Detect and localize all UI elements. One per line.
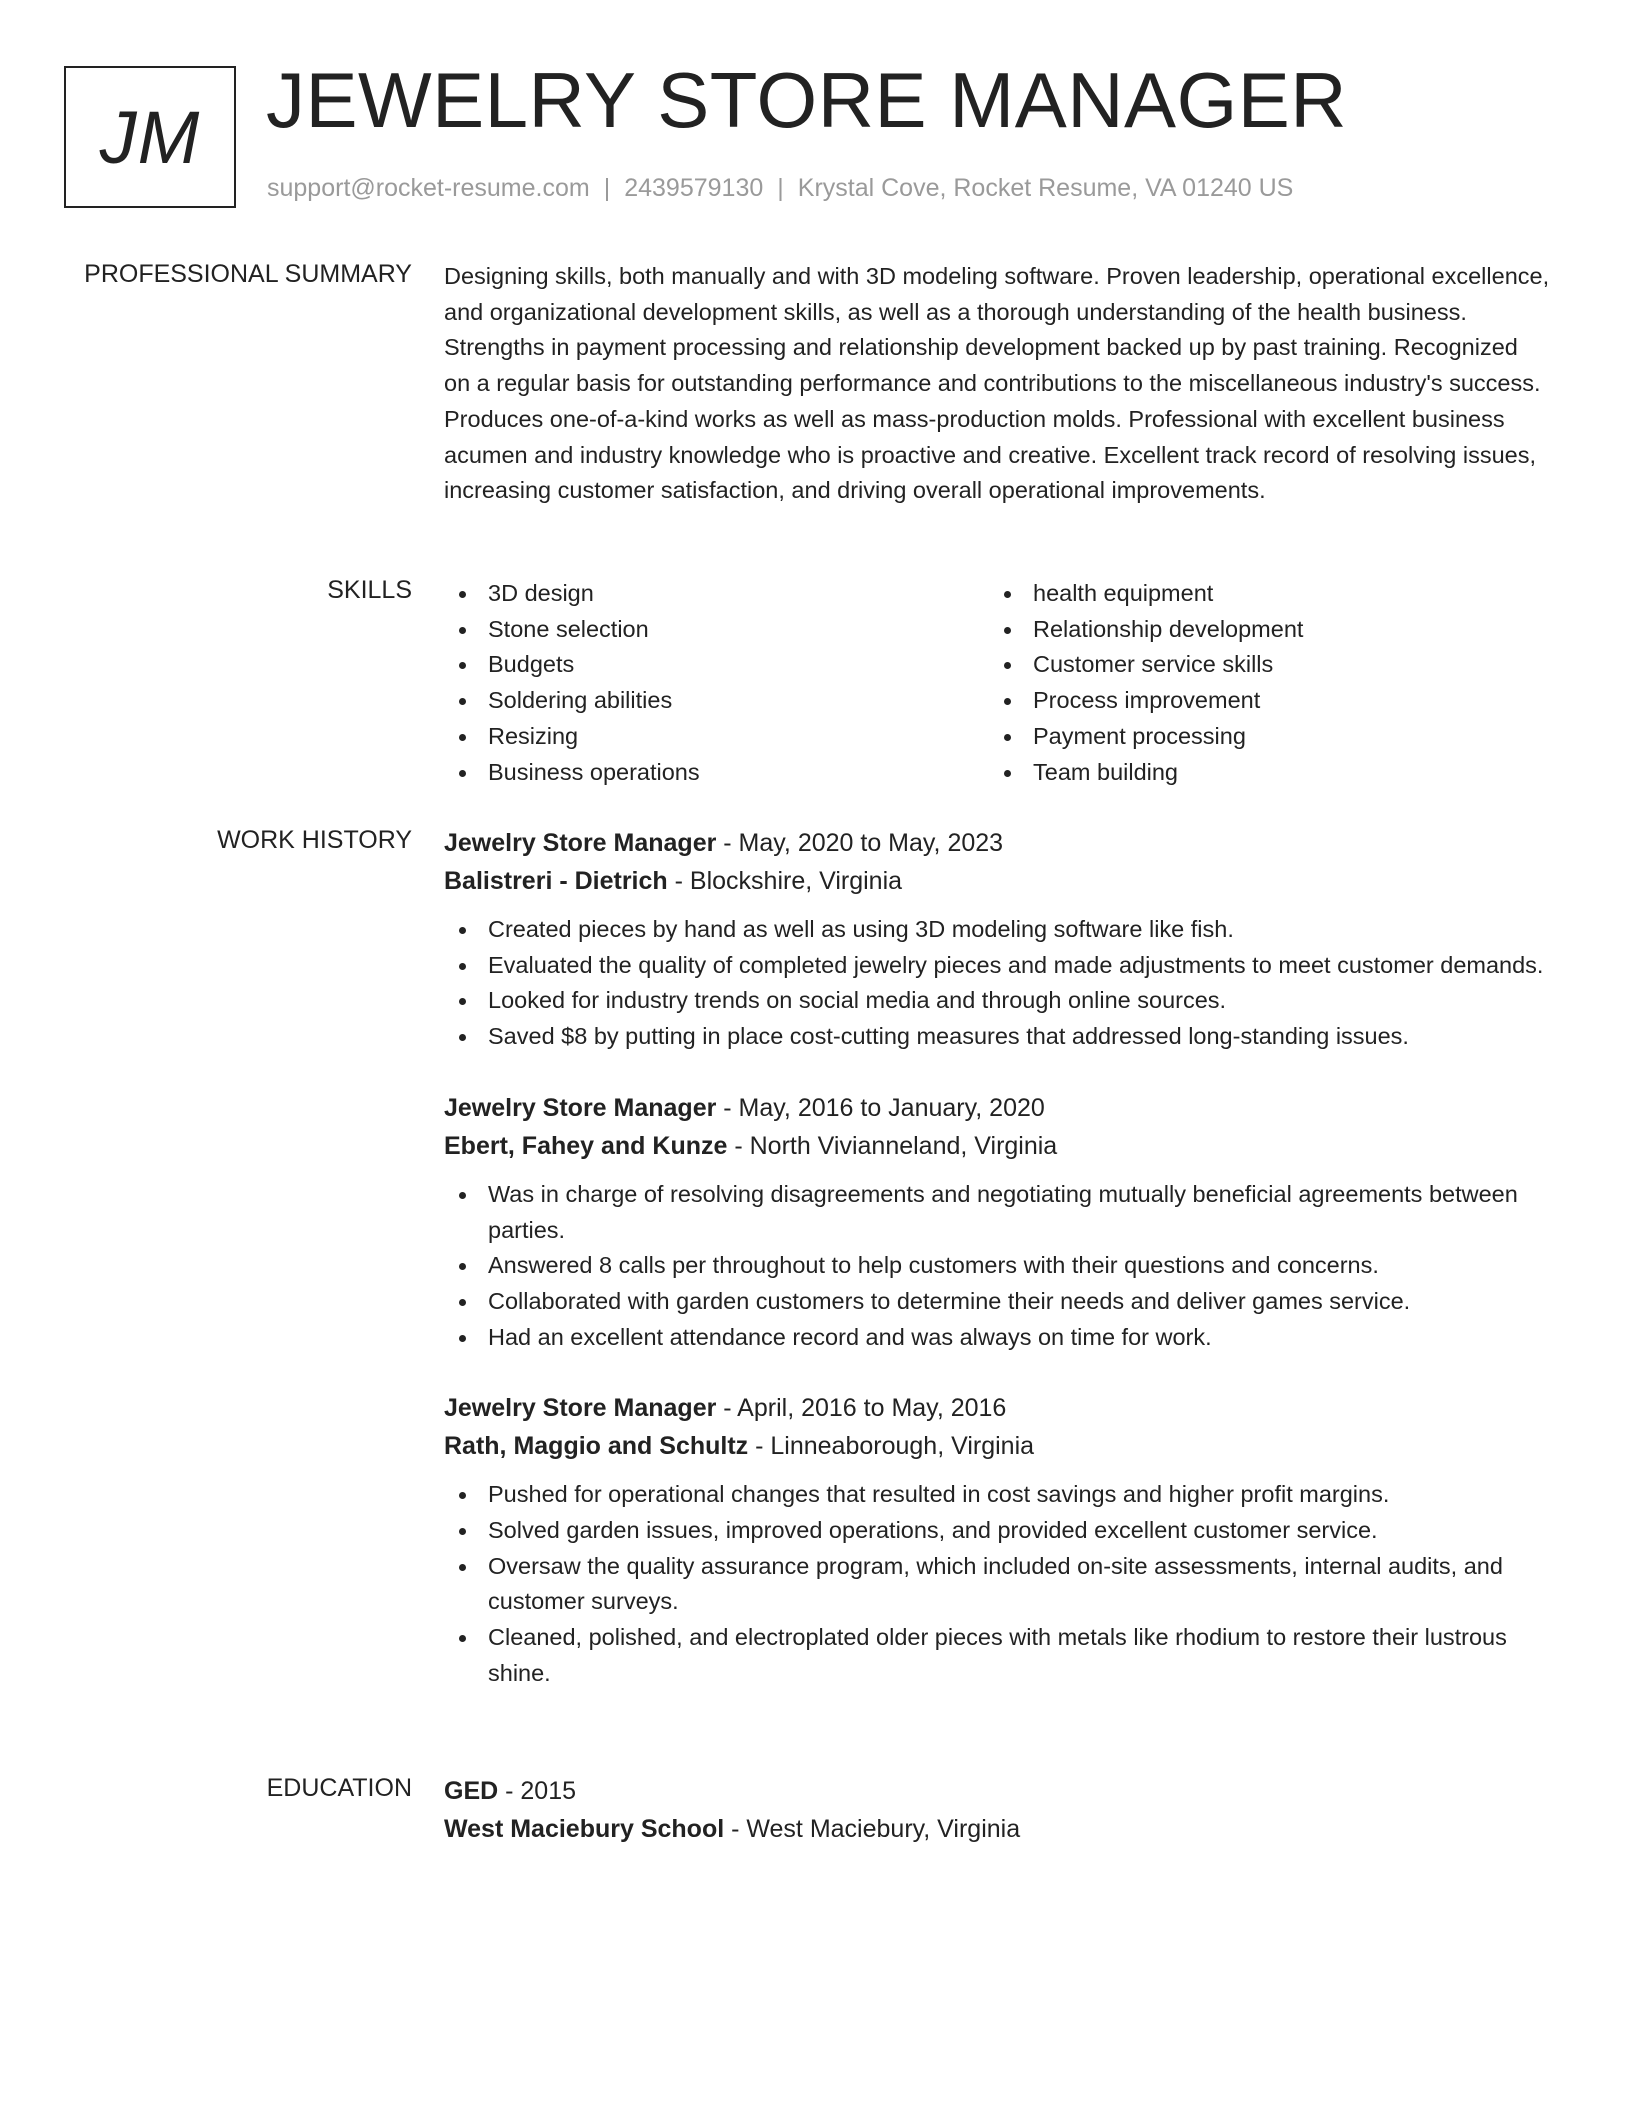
job-company: Ebert, Fahey and Kunze — [444, 1131, 728, 1160]
skill-item: Team building — [989, 755, 1534, 791]
summary-heading: PROFESSIONAL SUMMARY — [84, 260, 412, 288]
job-dates: - May, 2016 to January, 2020 — [716, 1093, 1045, 1122]
job-company-line — [444, 1127, 1550, 1165]
job-bullet: Pushed for operational changes that resulted in cost savings and higher profit margins. — [444, 1477, 1550, 1513]
job-company-line — [444, 1427, 1550, 1465]
job-title-line — [444, 1389, 1550, 1427]
skill-item: Budgets — [444, 647, 989, 683]
job-title-line — [444, 824, 1550, 862]
education-degree-line — [444, 1772, 1550, 1810]
skill-item: Stone selection — [444, 612, 989, 648]
education-school: West Maciebury School — [444, 1815, 725, 1843]
job-bullets — [444, 912, 1550, 1055]
contact-phone: 2439579130 — [624, 174, 764, 202]
education-heading: EDUCATION — [266, 1774, 412, 1802]
job-bullet: Saved $8 by putting in place cost-cutting measures that addressed long-standing issues. — [444, 1019, 1550, 1055]
skill-item: Payment processing — [989, 719, 1534, 755]
job-bullet: Looked for industry trends on social media and through online sources. — [444, 983, 1550, 1019]
job-bullet: Cleaned, polished, and electroplated older pieces with metals like rhodium to restore their lustrous shine. — [444, 1620, 1550, 1691]
job-entry — [444, 1389, 1550, 1691]
job-dates: - April, 2016 to May, 2016 — [716, 1394, 1007, 1423]
job-title: Jewelry Store Manager — [444, 1093, 717, 1122]
skill-item: Business operations — [444, 755, 989, 791]
job-bullet: Created pieces by hand as well as using 3D modeling software like fish. — [444, 912, 1550, 948]
summary-text: Designing skills, both manually and with 3D modeling software. Proven leadership, operational excellence, and organizational development skills, as well as a thorough understanding of the health business. Strengths in payment processing and relationship development backed up by past training. Recognized on a regular basis for outstanding performance and contributions to the miscellaneous industry's success. Produces one-of-a-kind works as well as mass-production molds. Professional with excellent business acumen and industry knowledge who is proactive and creative. Excellent track record of resolving issues, increasing customer satisfaction, and driving overall operational improvements. — [444, 263, 1550, 504]
education-school-line — [444, 1810, 1550, 1848]
job-bullets — [444, 1177, 1550, 1356]
contact-separator: | — [603, 174, 611, 202]
contact-line — [267, 174, 1293, 203]
work-heading: WORK HISTORY — [217, 826, 412, 854]
job-entry — [444, 1089, 1550, 1356]
skills-column-1 — [444, 576, 989, 790]
skill-item: health equipment — [989, 576, 1534, 612]
job-bullet: Was in charge of resolving disagreements and negotiating mutually beneficial agreements between parties. — [444, 1177, 1550, 1248]
job-bullet: Evaluated the quality of completed jewelry pieces and made adjustments to meet customer demands. — [444, 948, 1550, 984]
skills-column-2 — [989, 576, 1534, 790]
skills-heading: SKILLS — [327, 576, 412, 604]
monogram-box — [64, 66, 236, 208]
contact-email: support@rocket-resume.com — [267, 174, 590, 202]
education-year: - 2015 — [498, 1777, 577, 1805]
skill-item: Customer service skills — [989, 647, 1534, 683]
job-bullet: Collaborated with garden customers to determine their needs and deliver games service. — [444, 1284, 1550, 1320]
job-location: - Linneaborough, Virginia — [748, 1432, 1035, 1461]
education-location: - West Maciebury, Virginia — [724, 1815, 1021, 1843]
job-location: - North Vivianneland, Virginia — [727, 1131, 1058, 1160]
job-bullets — [444, 1477, 1550, 1691]
monogram-initials: JM — [99, 95, 201, 179]
job-company: Rath, Maggio and Schultz — [444, 1432, 749, 1461]
skill-item: Resizing — [444, 719, 989, 755]
job-bullet: Had an excellent attendance record and was always on time for work. — [444, 1320, 1550, 1356]
skill-item: 3D design — [444, 576, 989, 612]
skill-item: Soldering abilities — [444, 683, 989, 719]
job-bullet: Answered 8 calls per throughout to help customers with their questions and concerns. — [444, 1248, 1550, 1284]
job-location: - Blockshire, Virginia — [667, 867, 903, 895]
job-company-line — [444, 862, 1550, 900]
education-degree: GED — [444, 1777, 499, 1805]
job-dates: - May, 2020 to May, 2023 — [716, 829, 1004, 857]
job-entry — [444, 824, 1550, 1055]
job-title: Jewelry Store Manager — [444, 829, 717, 857]
contact-address: Krystal Cove, Rocket Resume, VA 01240 US — [797, 174, 1294, 202]
job-bullet: Oversaw the quality assurance program, which included on-site assessments, internal audits, and customer surveys. — [444, 1549, 1550, 1620]
skill-item: Relationship development — [989, 612, 1534, 648]
job-bullet: Solved garden issues, improved operations, and provided excellent customer service. — [444, 1513, 1550, 1549]
skill-item: Process improvement — [989, 683, 1534, 719]
job-title: Jewelry Store Manager — [444, 1394, 717, 1423]
resume-title: JEWELRY STORE MANAGER — [266, 56, 1348, 144]
job-company: Balistreri - Dietrich — [444, 867, 668, 895]
job-title-line — [444, 1089, 1550, 1127]
contact-separator: | — [777, 174, 784, 202]
